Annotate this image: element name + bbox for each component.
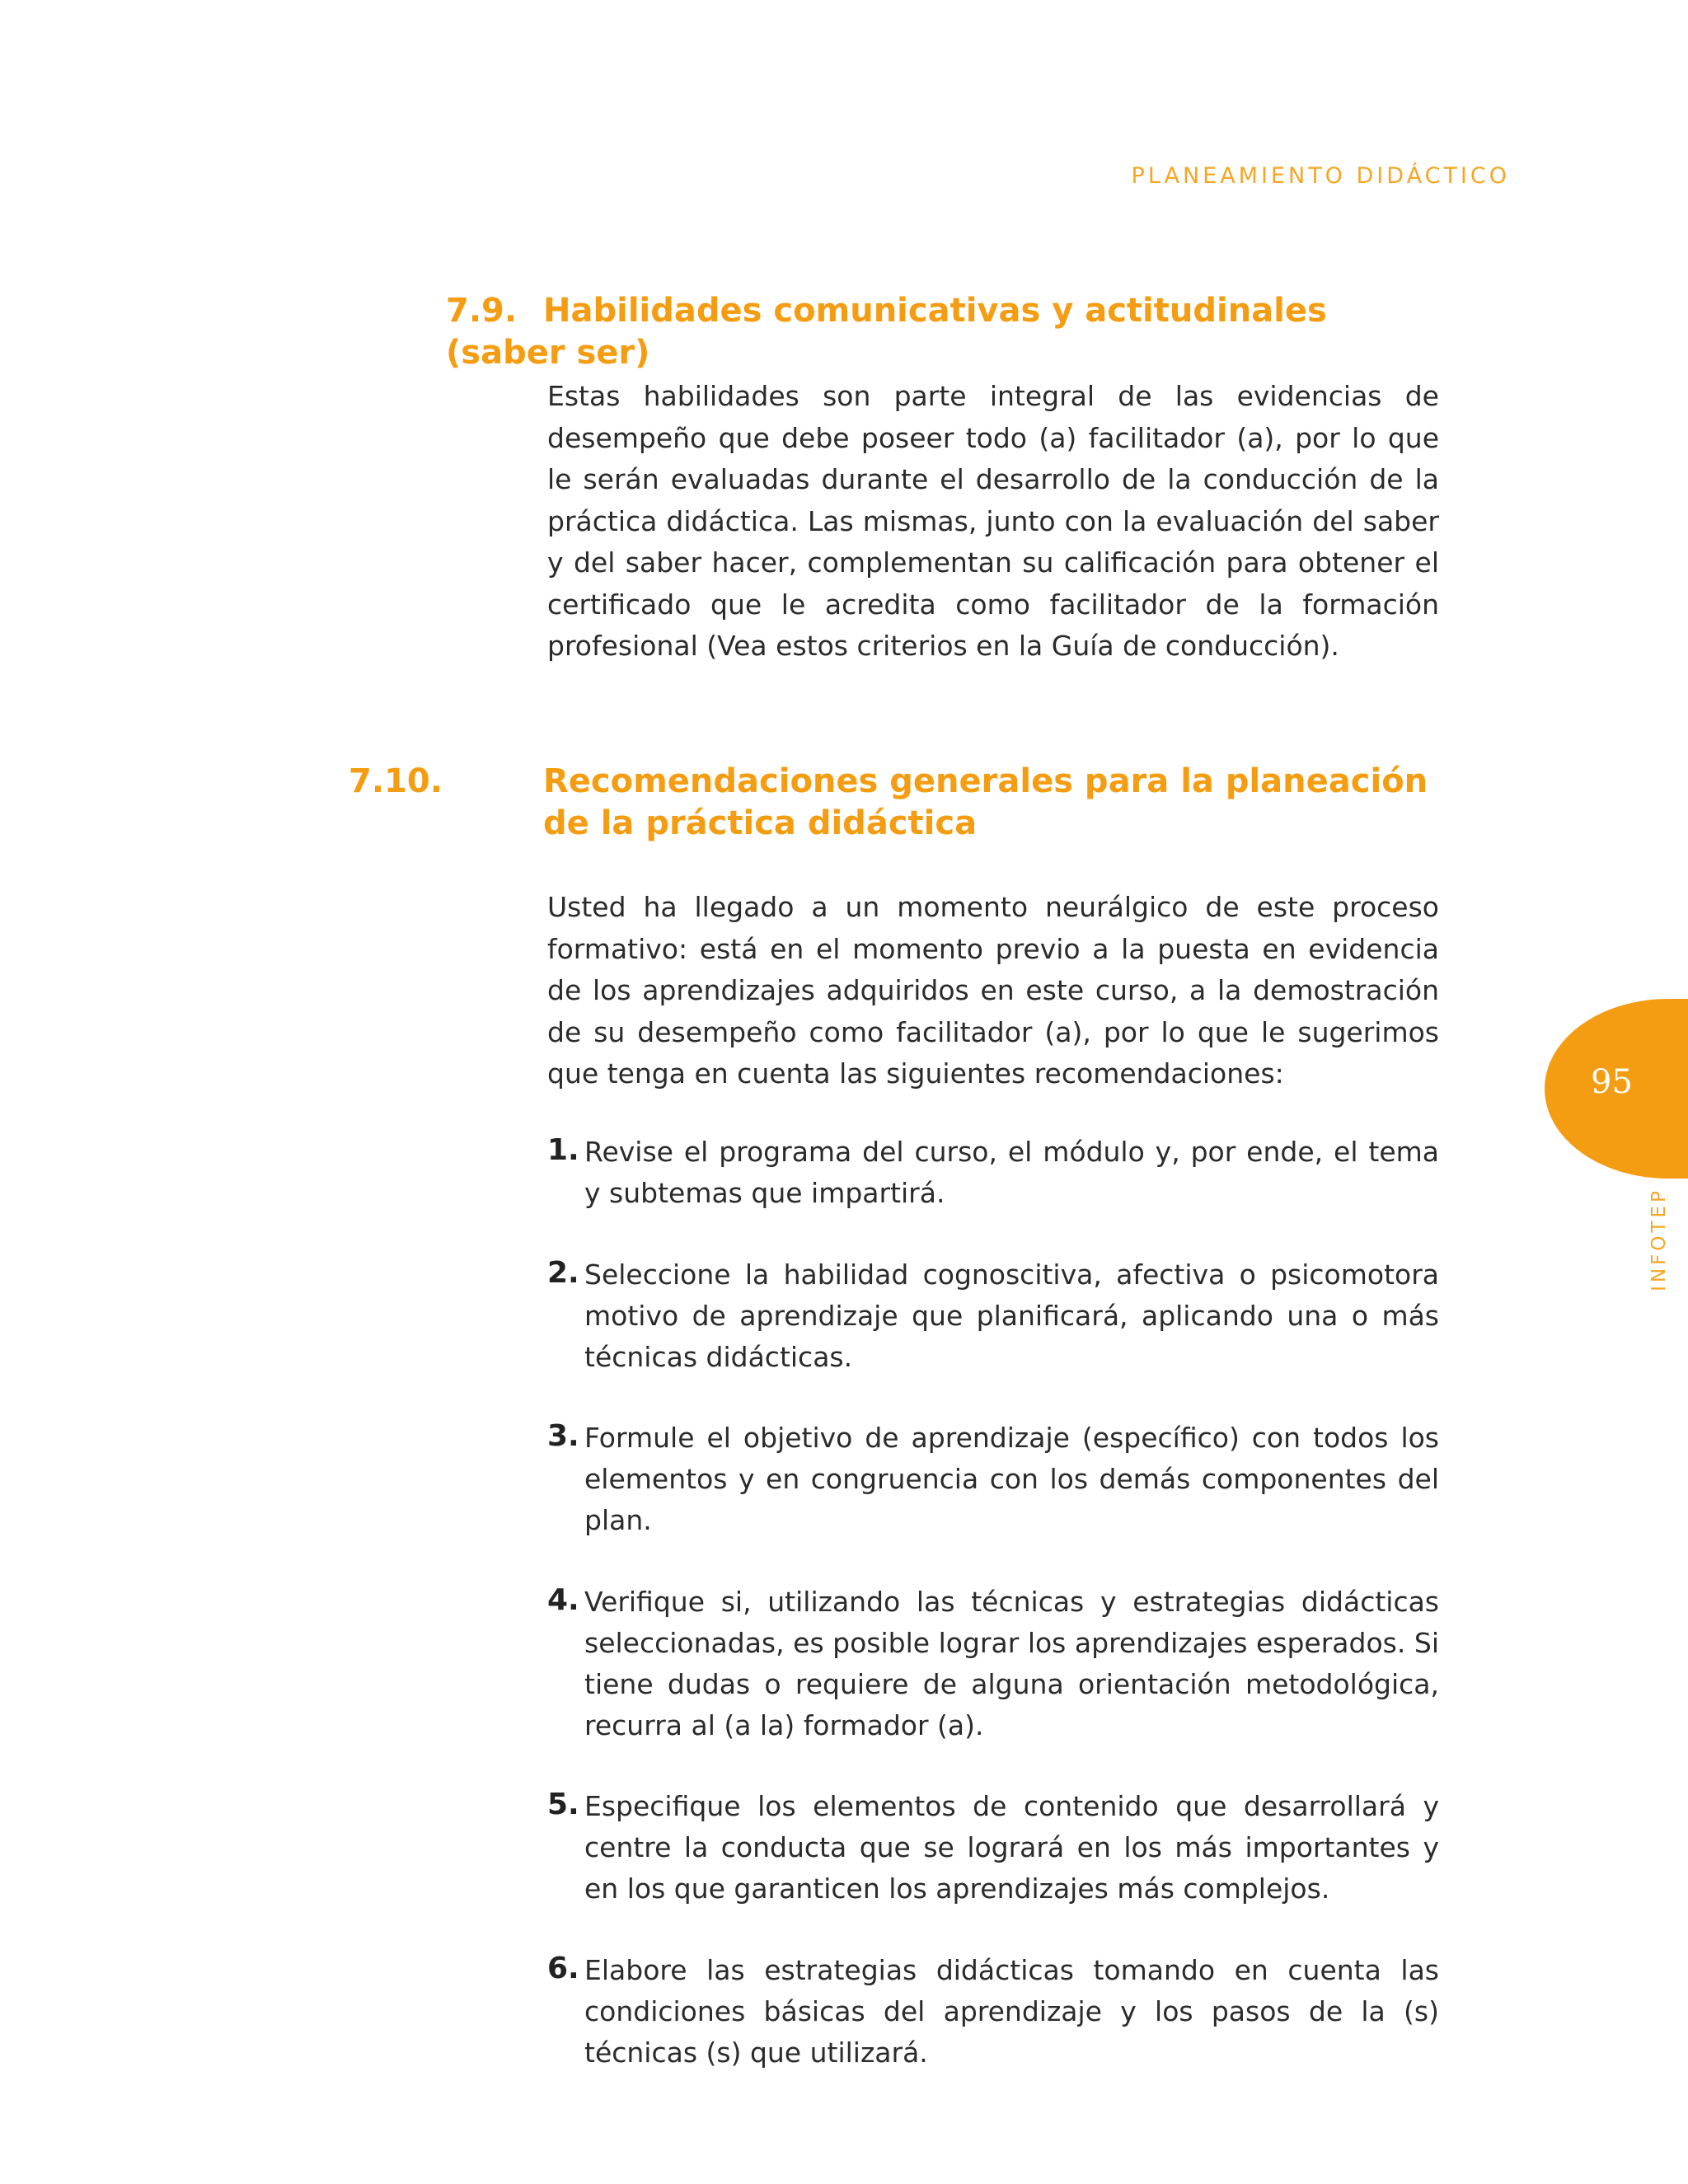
list-marker: 6. [547, 1951, 579, 1985]
list-item [547, 1132, 1439, 1214]
section-number: 7.9. [446, 292, 518, 330]
list-marker: 3. [547, 1419, 579, 1453]
brand-label: INFOTEP [1648, 1188, 1670, 1291]
list-marker: 4. [547, 1582, 579, 1617]
list-item-text: Especifique los elementos de contenido que desarrollará y centre la conducta que se logrará en los más importantes y en los que garanticen los aprendizajes más complejos. [584, 1790, 1439, 1905]
section-title-text: Recomendaciones generales para la planeación de la práctica didáctica [543, 762, 1428, 842]
page-number: 95 [1591, 1063, 1633, 1101]
list-item-text: Formule el objetivo de aprendizaje (específico) con todos los elementos y en congruencia con los demás componentes del plan. [584, 1422, 1439, 1536]
section-7-10-intro: Usted ha llegado a un momento neurálgico de este proceso formativo: está en el momento previo a la puesta en evidencia de los aprendizajes adquiridos en este curso, a la demostración de su desempeño como facilitador (a), por lo que le sugerimos que tenga en cuenta las siguientes recomendaciones: [547, 891, 1439, 1090]
list-item-text: Elabore las estrategias didácticas tomando en cuenta las condiciones básicas del aprendizaje y los pasos de la (s) técnicas (s) que utilizará. [584, 1953, 1439, 2069]
list-item-text: Verifique si, utilizando las técnicas y estrategias didácticas seleccionadas, es posible lograr los aprendizajes esperados. Si tiene dudas o requiere de alguna orientación metodológica, recurra al (a la) formador (a). [584, 1585, 1439, 1741]
list-marker: 2. [547, 1255, 579, 1290]
list-item-text: Seleccione la habilidad cognoscitiva, afectiva o psicomotora motivo de aprendizaje que planificará, aplicando una o más técnicas didácticas. [584, 1258, 1439, 1373]
section-number: 7.10. [349, 762, 443, 800]
list-item [547, 1254, 1439, 1378]
list-item-text: Revise el programa del curso, el módulo y, por ende, el tema y subtemas que impartirá. [584, 1136, 1439, 1209]
section-title-7-9 [446, 290, 1443, 374]
recommendations-list [547, 1132, 1439, 2113]
list-item [547, 1418, 1439, 1541]
section-7-9-paragraph: Estas habilidades son parte integral de las evidencias de desempeño que debe poseer todo (a) facilitador (a), por lo que le serán evaluadas durante el desarrollo de la conducción de la práctica didáctica. Las mismas, junto con la evaluación del saber y del saber hacer, complementan su calificación para obtener el certificado que le acredita como facilitador de la formación profesional (Vea estos criterios en la Guía de conducción). [547, 380, 1439, 662]
list-item [547, 1786, 1439, 1910]
section-title-7-10 [349, 761, 1443, 845]
list-marker: 5. [547, 1788, 579, 1821]
list-item [547, 1582, 1439, 1746]
list-marker: 1. [547, 1133, 579, 1167]
list-item [547, 1950, 1439, 2074]
section-title-text: Habilidades comunicativas y actitudinales (saber ser) [446, 292, 1327, 372]
running-header: PLANEAMIENTO DIDÁCTICO [1131, 163, 1510, 189]
